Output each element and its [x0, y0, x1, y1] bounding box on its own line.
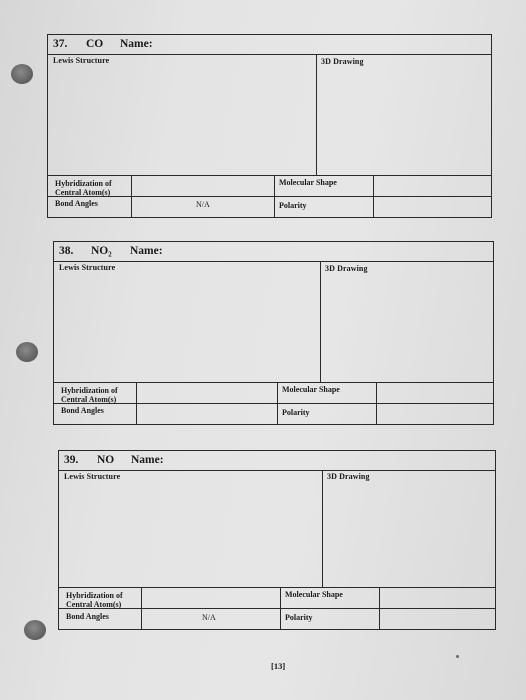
lewis-structure-label: Lewis Structure: [59, 263, 116, 272]
molecular-shape-label: Molecular Shape: [282, 385, 340, 394]
hybridization-label: Hybridization of Central Atom(s): [55, 179, 112, 197]
3d-drawing-label: 3D Drawing: [321, 57, 364, 66]
problem-header: [48, 35, 491, 55]
problem-number: 38.: [59, 245, 74, 257]
formula: NO: [97, 454, 115, 466]
bond-angles-value: N/A: [196, 200, 210, 209]
problem-38-block: [53, 241, 494, 425]
3d-drawing-label: 3D Drawing: [327, 472, 370, 481]
binder-hole: [11, 64, 33, 84]
hybridization-label: Hybridization of Central Atom(s): [66, 591, 123, 609]
polarity-label: Polarity: [282, 408, 310, 417]
name-label: Name:: [130, 245, 163, 257]
page-number: [13]: [271, 661, 286, 671]
lewis-structure-label: Lewis Structure: [64, 472, 121, 481]
paper-mark: [456, 655, 459, 658]
molecular-shape-label: Molecular Shape: [279, 178, 337, 187]
problem-number: 37.: [53, 38, 68, 50]
problem-39-block: [58, 450, 496, 630]
problem-header: [59, 451, 495, 471]
problem-number: 39.: [64, 454, 79, 466]
bond-angles-label: Bond Angles: [61, 406, 104, 415]
bond-angles-value: N/A: [202, 613, 216, 622]
3d-drawing-label: 3D Drawing: [325, 264, 368, 273]
problem-header: [54, 242, 493, 262]
bond-angles-label: Bond Angles: [55, 199, 98, 208]
bond-angles-label: Bond Angles: [66, 612, 109, 621]
formula: CO: [86, 38, 104, 50]
formula: NO₂: [91, 245, 112, 257]
hybridization-label: Hybridization of Central Atom(s): [61, 386, 118, 404]
binder-hole: [16, 342, 38, 362]
molecular-shape-label: Molecular Shape: [285, 590, 343, 599]
name-label: Name:: [131, 454, 164, 466]
binder-hole: [24, 620, 46, 640]
name-label: Name:: [120, 38, 153, 50]
polarity-label: Polarity: [285, 613, 313, 622]
lewis-structure-label: Lewis Structure: [53, 56, 110, 65]
problem-37-block: [47, 34, 492, 218]
polarity-label: Polarity: [279, 201, 307, 210]
